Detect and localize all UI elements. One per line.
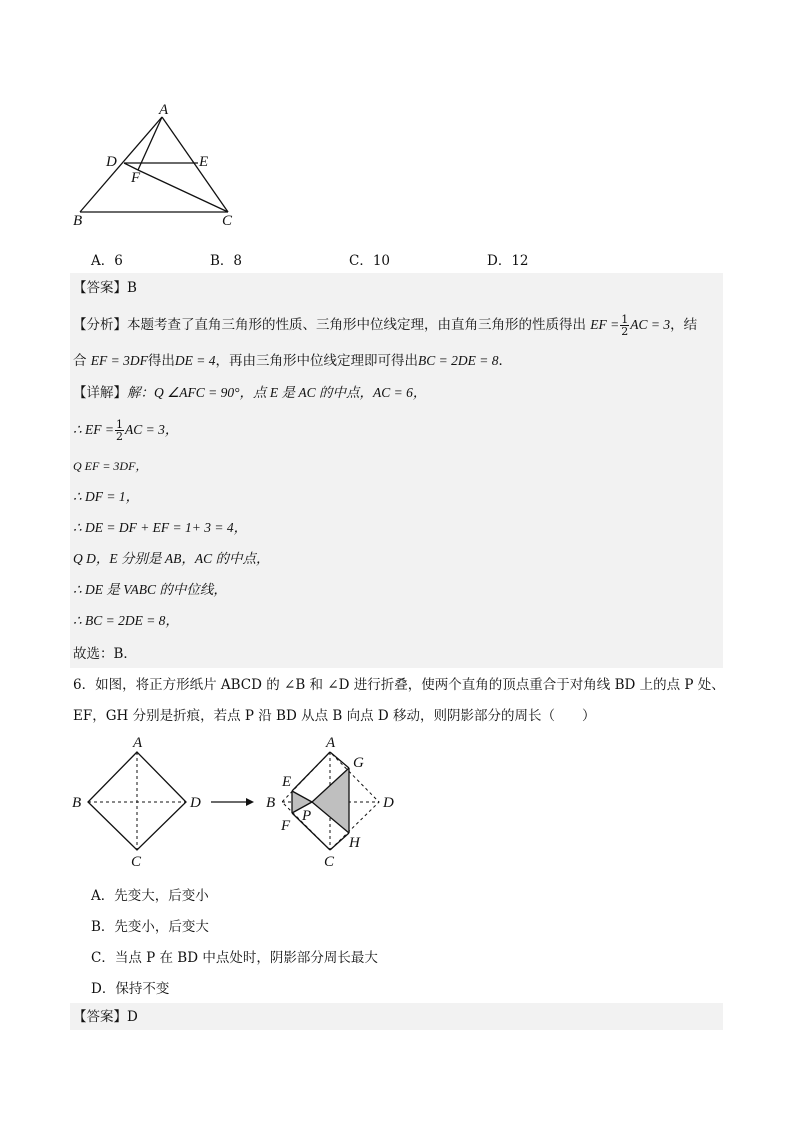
q5-analysis-row-2 — [73, 352, 512, 370]
answer-value: D — [127, 1009, 138, 1025]
detail-line: 解：Q ∠AFC = 90°，点 E 是 AC 的中点，AC = 6， — [127, 385, 427, 400]
detail-line-right: AC = 3， — [124, 422, 179, 437]
analysis-fraction — [620, 314, 629, 337]
q5-option-b: B．8 — [210, 253, 243, 269]
q6-figures — [66, 730, 406, 875]
q5-analysis-row-1 — [73, 314, 697, 337]
q5-detail-row-5: ∴ DE = DF + EF = 1+ 3 = 4， — [73, 520, 248, 535]
answer-label: 【答案】 — [73, 280, 127, 296]
q5-label-b: B — [73, 213, 83, 229]
analysis-text: 得出 — [147, 353, 175, 369]
q6-option-c: C．当点 P 在 BD 中点处时，阴影部分周长最大 — [91, 950, 378, 966]
q6-left-label-c: C — [131, 854, 142, 870]
analysis-eq: EF = 3DF — [90, 353, 148, 368]
analysis-eq: BC = 2DE = 8 — [418, 353, 499, 368]
q5-label-c: C — [222, 213, 233, 229]
fraction-denominator: 2 — [621, 325, 629, 338]
q6-left-label-d: D — [190, 795, 201, 811]
q6-right-label-a: A — [326, 735, 336, 751]
analysis-text: 本题考查了直角三角形的性质、三角形中位线定理，由直角三角形的性质得出 — [127, 317, 586, 333]
arrow-icon — [211, 798, 254, 806]
analysis-text: ，再由三角形中位线定理即可得出 — [215, 353, 419, 369]
q5-detail-row-3: Q EF = 3DF， — [73, 459, 148, 473]
detail-label: 【详解】 — [73, 385, 127, 401]
q5-answer-row — [73, 279, 137, 297]
fraction-numerator: 1 — [621, 313, 629, 326]
q5-triangle-figure — [66, 100, 256, 235]
q6-right-label-p: P — [302, 808, 312, 824]
q5-detail-row-7: ∴ DE 是 VABC 的中位线， — [73, 582, 227, 597]
analysis-eq-left: EF = — [590, 317, 620, 332]
q6-stem-line-1: 6．如图，将正方形纸片 ABCD 的 ∠B 和 ∠D 进行折叠，使两个直角的顶点重合于对角线 BD 上的点 P 处、 — [73, 677, 725, 693]
q6-right-label-e: E — [282, 774, 292, 790]
q5-option-d: D．12 — [487, 253, 529, 269]
q6-stem-line-2: EF，GH 分别是折痕，若点 P 沿 BD 从点 B 向点 D 移动，则阴影部分的周长（ ） — [73, 708, 596, 724]
q5-option-c: C．10 — [349, 253, 391, 269]
q5-conclusion: 故选：B． — [73, 646, 137, 662]
answer-value: B — [127, 280, 137, 296]
analysis-eq: DE = 4 — [174, 353, 216, 368]
q6-option-b: B．先变小，后变大 — [91, 919, 209, 935]
detail-line-left: ∴ EF = — [73, 422, 114, 437]
q5-option-a: A．6 — [91, 253, 123, 269]
analysis-text: ，结 — [670, 317, 698, 333]
q5-label-f: F — [131, 170, 141, 186]
q6-right-label-h: H — [349, 835, 360, 851]
q6-right-label-g: G — [353, 755, 364, 771]
q5-label-a: A — [159, 102, 169, 118]
q6-left-label-b: B — [72, 795, 82, 811]
q5-detail-row-4: ∴ DF = 1， — [73, 489, 140, 504]
q6-option-d: D．保持不变 — [91, 981, 170, 997]
q5-detail-row-2 — [73, 419, 178, 442]
q6-right-label-c: C — [324, 854, 335, 870]
analysis-eq-right: AC = 3 — [630, 317, 671, 332]
analysis-label: 【分析】 — [73, 317, 127, 333]
q5-label-e: E — [199, 154, 209, 170]
analysis-text: 合 — [73, 353, 87, 369]
q5-detail-row-6: Q D，E 分别是 AB，AC 的中点， — [73, 551, 270, 566]
q6-right-label-b: B — [266, 795, 276, 811]
fraction-denominator: 2 — [115, 430, 123, 443]
q5-detail-row-1 — [73, 384, 426, 402]
shaded-region — [292, 768, 349, 833]
q6-answer-background — [70, 1003, 723, 1030]
q6-option-a: A．先变大，后变小 — [91, 888, 209, 904]
fraction-numerator: 1 — [115, 418, 123, 431]
analysis-text: ． — [498, 353, 512, 369]
q6-right-label-f: F — [281, 818, 291, 834]
detail-fraction — [115, 419, 124, 442]
q6-left-label-a: A — [133, 735, 143, 751]
q6-right-label-d: D — [383, 795, 394, 811]
q6-answer-row — [73, 1008, 138, 1026]
q5-detail-row-8: ∴ BC = 2DE = 8， — [73, 613, 179, 628]
answer-label: 【答案】 — [73, 1009, 127, 1025]
q5-label-d: D — [106, 154, 117, 170]
